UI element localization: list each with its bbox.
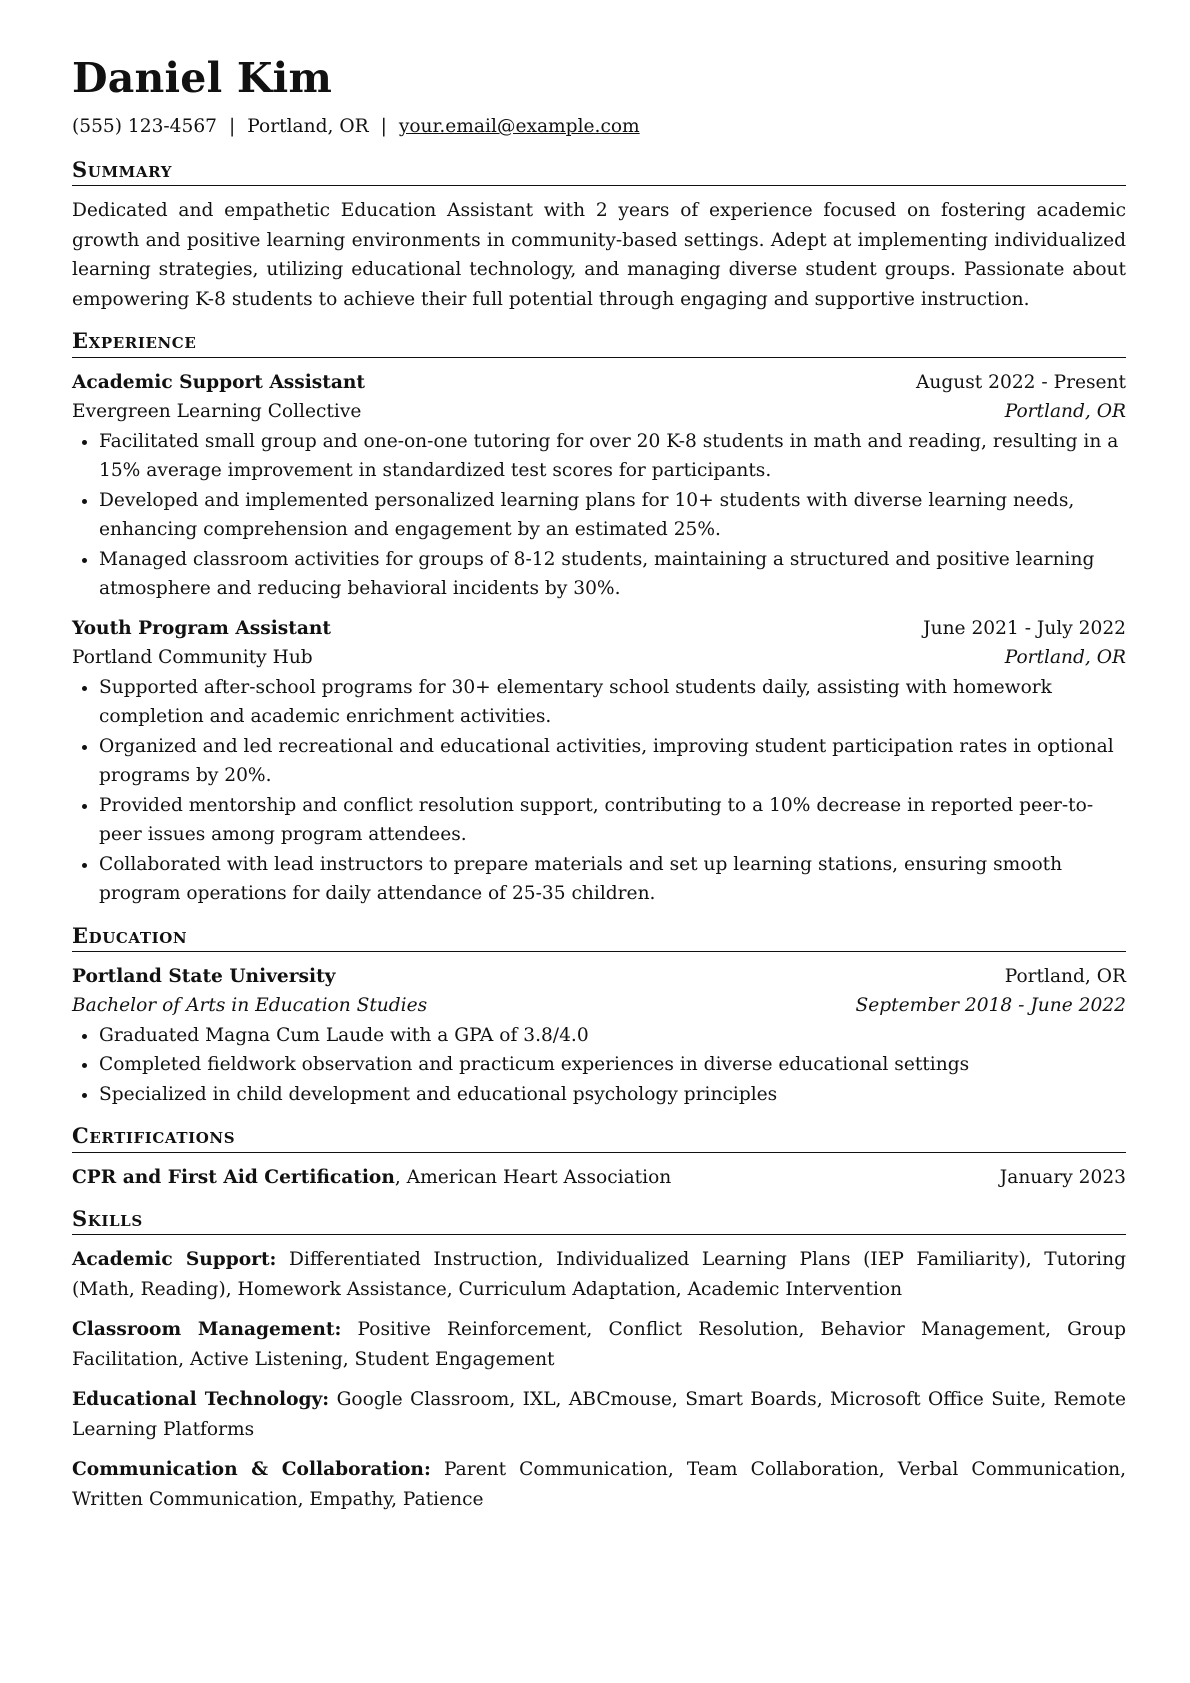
job-organization: Portland Community Hub: [72, 647, 313, 669]
certifications-section: [72, 1123, 1126, 1192]
skill-group: [72, 1385, 1126, 1444]
bullet-item: • Specialized in child development and educational psychology principles: [99, 1080, 1126, 1110]
contact-email-link[interactable]: your.email@example.com: [398, 116, 640, 138]
certification-name: CPR and First Aid Certification: [72, 1166, 395, 1188]
summary-text: Dedicated and empathetic Education Assistant with 2 years of experience focused on fostering academic growth and positive learning environments in community-based settings. Adept at implementing individualized learning strategies, utilizing educational technology, and managing diverse student groups. Passionate about empowering K-8 students to achieve their full potential through engaging and supportive instruction.: [72, 200, 1126, 310]
skill-items: Differentiated Instruction, Individualized Learning Plans (IEP Familiarity), Tutoring (Math, Reading), Homework Assistance, Curriculum Adaptation, Academic Intervention: [72, 1249, 1126, 1300]
contact-phone: (555) 123-4567: [72, 116, 218, 138]
school-location: Portland, OR: [1004, 965, 1126, 987]
job-entry: [72, 368, 1126, 604]
certification-item: [72, 1163, 1126, 1193]
skill-group: [72, 1245, 1126, 1304]
job-bullets: [72, 427, 1126, 604]
skill-label: Communication & Collaboration:: [72, 1459, 431, 1481]
job-organization: Evergreen Learning Collective: [72, 401, 362, 423]
degree-name: Bachelor of Arts in Education Studies: [72, 995, 428, 1017]
bullet-item: • Developed and implemented personalized learning plans for 10+ students with diverse learning needs, enhancing comprehension and engagement by an estimated 25%.: [99, 486, 1126, 545]
education-bullets: [72, 1021, 1126, 1110]
skill-label: Academic Support:: [72, 1249, 277, 1271]
section-title-summary: Summary: [72, 157, 1126, 186]
job-dates: June 2021 - July 2022: [923, 617, 1126, 639]
bullet-item: • Supported after-school programs for 30+ elementary school students daily, assisting with homework completion and academic enrichment activities.: [99, 673, 1126, 732]
contact-separator: |: [380, 116, 387, 138]
skill-group: [72, 1315, 1126, 1374]
certification-issuer: , American Heart Association: [394, 1166, 672, 1188]
skill-items: Google Classroom, IXL, ABCmouse, Smart Boards, Microsoft Office Suite, Remote Learning Platforms: [72, 1389, 1126, 1440]
job-role: Academic Support Assistant: [72, 371, 366, 393]
skill-items: Parent Communication, Team Collaboration, Verbal Communication, Written Communication, Empathy, Patience: [72, 1459, 1126, 1510]
job-bullets: [72, 673, 1126, 909]
summary-section: [72, 157, 1126, 314]
bullet-item: • Provided mentorship and conflict resolution support, contributing to a 10% decrease in reported peer-to-peer issues among program attendees.: [99, 791, 1126, 850]
education-section: [72, 923, 1126, 1110]
job-entry: [72, 614, 1126, 909]
contact-separator: |: [229, 116, 236, 138]
skill-group: [72, 1455, 1126, 1514]
bullet-item: • Facilitated small group and one-on-one tutoring for over 20 K-8 students in math and reading, resulting in a 15% average improvement in standardized test scores for participants.: [99, 427, 1126, 486]
section-title-education: Education: [72, 923, 1126, 952]
skill-label: Educational Technology:: [72, 1389, 330, 1411]
bullet-item: • Managed classroom activities for groups of 8-12 students, maintaining a structured and positive learning atmosphere and reducing behavioral incidents by 30%.: [99, 545, 1126, 604]
education-dates: September 2018 - June 2022: [855, 995, 1126, 1017]
bullet-item: • Graduated Magna Cum Laude with a GPA of 3.8/4.0: [99, 1021, 1126, 1051]
section-title-certifications: Certifications: [72, 1123, 1126, 1152]
section-title-experience: Experience: [72, 328, 1126, 357]
job-dates: August 2022 - Present: [915, 371, 1126, 393]
skill-items: Positive Reinforcement, Conflict Resolution, Behavior Management, Group Facilitation, Active Listening, Student Engagement: [72, 1319, 1126, 1370]
skill-label: Classroom Management:: [72, 1319, 342, 1341]
job-location: Portland, OR: [1004, 647, 1126, 669]
experience-section: [72, 328, 1126, 908]
certification-date: January 2023: [999, 1166, 1126, 1188]
section-title-skills: Skills: [72, 1206, 1126, 1235]
bullet-item: • Organized and led recreational and educational activities, improving student participation rates in optional programs by 20%.: [99, 732, 1126, 791]
job-role: Youth Program Assistant: [72, 617, 331, 639]
contact-line: [72, 115, 1126, 139]
resume-page: [72, 56, 1126, 1528]
candidate-name: Daniel Kim: [72, 54, 333, 102]
job-location: Portland, OR: [1004, 401, 1126, 423]
skills-section: [72, 1206, 1126, 1514]
bullet-item: • Collaborated with lead instructors to prepare materials and set up learning stations, ensuring smooth program operations for daily attendance of 25-35 children.: [99, 850, 1126, 909]
contact-location: Portland, OR: [247, 116, 369, 138]
school-name: Portland State University: [72, 965, 336, 987]
bullet-item: • Completed fieldwork observation and practicum experiences in diverse educational settings: [99, 1050, 1126, 1080]
